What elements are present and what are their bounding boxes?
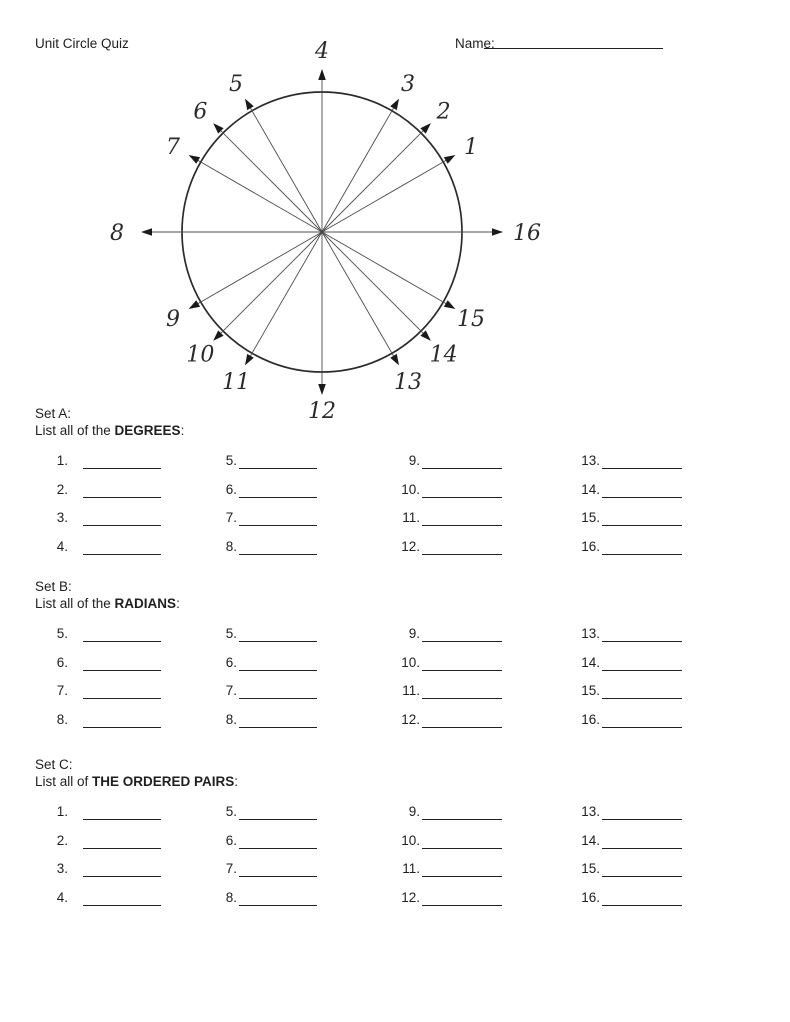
answer-number: 1. xyxy=(56,804,68,819)
answer-number: 13. xyxy=(581,453,600,468)
answer-blank-set-c-14[interactable] xyxy=(602,834,682,849)
answer-number: 10. xyxy=(401,481,420,497)
ray-line-6 xyxy=(218,128,322,232)
answer-number: 16. xyxy=(581,539,600,555)
instruction-suffix: : xyxy=(180,423,185,438)
name-field-label: Name: xyxy=(455,36,495,51)
answer-number: 3. xyxy=(56,510,68,526)
ray-line-10 xyxy=(218,232,322,336)
answer-number: 4. xyxy=(56,890,68,906)
ray-line-11 xyxy=(249,232,323,359)
answer-number: 2. xyxy=(56,481,68,497)
instruction-suffix: : xyxy=(234,774,239,789)
section-set-c xyxy=(0,757,790,927)
arrowhead-icon-13 xyxy=(390,354,399,366)
answer-blank-set-a-2[interactable] xyxy=(83,483,161,498)
page-title: Unit Circle Quiz xyxy=(35,36,129,51)
answer-blank-set-b-15[interactable] xyxy=(602,684,682,699)
answer-blank-set-b-5[interactable] xyxy=(239,627,317,642)
answer-blank-set-c-15[interactable] xyxy=(602,862,682,877)
ray-line-2 xyxy=(322,128,426,232)
arrowhead-icon-16 xyxy=(492,228,503,236)
answer-blank-set-a-11[interactable] xyxy=(422,511,502,526)
answer-number: 9. xyxy=(408,453,420,468)
answer-blank-set-b-16[interactable] xyxy=(602,713,682,728)
arrowhead-icon-12 xyxy=(318,384,326,395)
ray-line-14 xyxy=(322,232,426,336)
ray-label-1: 1 xyxy=(464,134,478,160)
answer-blank-set-c-8[interactable] xyxy=(239,891,317,906)
answer-blank-set-a-10[interactable] xyxy=(422,483,502,498)
answer-number: 5. xyxy=(225,453,237,468)
unit-circle-diagram xyxy=(0,0,790,435)
instruction-keyword: THE ORDERED PAIRS xyxy=(92,774,235,789)
arrowhead-icon-11 xyxy=(245,354,254,366)
ray-label-12: 12 xyxy=(308,398,336,424)
answer-number: 11. xyxy=(402,510,420,526)
instruction-prefix: List all of xyxy=(35,774,93,789)
answer-blank-set-b-5[interactable] xyxy=(83,627,161,642)
answer-number: 15. xyxy=(581,861,600,877)
answer-number: 10. xyxy=(401,832,420,848)
answer-blank-set-c-10[interactable] xyxy=(422,834,502,849)
ray-label-14: 14 xyxy=(429,342,458,368)
answer-number: 9. xyxy=(408,626,420,641)
ray-label-4: 4 xyxy=(315,38,329,64)
section-name: Set A: xyxy=(35,406,72,421)
answer-number: 16. xyxy=(581,712,600,728)
arrowhead-icon-1 xyxy=(444,155,456,164)
answer-number: 12. xyxy=(401,890,420,906)
answer-number: 14. xyxy=(581,654,600,670)
answer-blank-set-a-12[interactable] xyxy=(422,540,502,555)
answer-number: 3. xyxy=(56,861,68,877)
ray-line-3 xyxy=(322,105,396,232)
answer-blank-set-c-7[interactable] xyxy=(239,862,317,877)
answer-number: 10. xyxy=(401,654,420,670)
answer-blank-set-b-10[interactable] xyxy=(422,656,502,671)
answer-number: 13. xyxy=(581,804,600,819)
ray-label-9: 9 xyxy=(166,306,180,332)
answer-number: 4. xyxy=(56,539,68,555)
answer-number: 8. xyxy=(225,712,237,728)
answer-blank-set-b-9[interactable] xyxy=(422,627,502,642)
answer-number: 11. xyxy=(402,861,420,877)
ray-label-16: 16 xyxy=(513,220,541,246)
answer-number: 8. xyxy=(225,539,237,555)
instruction-keyword: RADIANS xyxy=(114,596,177,611)
answer-number: 15. xyxy=(581,683,600,699)
ray-label-5: 5 xyxy=(229,71,243,97)
answer-blank-set-a-15[interactable] xyxy=(602,511,682,526)
answer-number: 15. xyxy=(581,510,600,526)
answer-blank-set-b-7[interactable] xyxy=(239,684,317,699)
answer-number: 6. xyxy=(225,654,237,670)
answer-number: 6. xyxy=(225,832,237,848)
answer-blank-set-a-5[interactable] xyxy=(239,454,317,469)
answer-blank-set-c-3[interactable] xyxy=(83,862,161,877)
arrowhead-icon-5 xyxy=(245,99,254,111)
answer-number: 14. xyxy=(581,481,600,497)
answer-number: 7. xyxy=(225,510,237,526)
answer-number: 8. xyxy=(56,712,68,728)
section-instruction xyxy=(35,774,238,789)
answer-blank-set-c-12[interactable] xyxy=(422,891,502,906)
answer-blank-set-a-8[interactable] xyxy=(239,540,317,555)
ray-label-15: 15 xyxy=(457,306,485,332)
arrowhead-icon-4 xyxy=(318,69,326,80)
section-name: Set B: xyxy=(35,579,72,594)
answer-blank-set-a-1[interactable] xyxy=(83,454,161,469)
instruction-keyword: DEGREES xyxy=(114,423,181,438)
answer-blank-set-b-13[interactable] xyxy=(602,627,682,642)
ray-line-5 xyxy=(249,105,323,232)
arrowhead-icon-15 xyxy=(444,300,456,309)
answer-blank-set-c-16[interactable] xyxy=(602,891,682,906)
ray-label-13: 13 xyxy=(394,369,422,395)
ray-line-13 xyxy=(322,232,396,359)
ray-line-9 xyxy=(195,232,322,306)
answer-number: 8. xyxy=(225,890,237,906)
answer-blank-set-a-6[interactable] xyxy=(239,483,317,498)
answer-blank-set-c-11[interactable] xyxy=(422,862,502,877)
answer-number: 5. xyxy=(225,804,237,819)
section-set-b xyxy=(0,579,790,749)
ray-line-1 xyxy=(322,159,449,233)
answer-blank-set-c-1[interactable] xyxy=(83,805,161,820)
section-set-a xyxy=(0,406,790,576)
ray-label-8: 8 xyxy=(110,220,124,246)
answer-number: 5. xyxy=(56,626,68,641)
arrowhead-icon-3 xyxy=(390,99,399,111)
answer-blank-set-a-9[interactable] xyxy=(422,454,502,469)
answer-blank-set-c-6[interactable] xyxy=(239,834,317,849)
answer-blank-set-b-11[interactable] xyxy=(422,684,502,699)
answer-number: 2. xyxy=(56,832,68,848)
answer-blank-set-c-2[interactable] xyxy=(83,834,161,849)
answer-number: 13. xyxy=(581,626,600,641)
answer-number: 11. xyxy=(402,683,420,699)
arrowhead-icon-8 xyxy=(141,228,152,236)
ray-line-15 xyxy=(322,232,449,306)
answer-number: 7. xyxy=(56,683,68,699)
answer-blank-set-b-14[interactable] xyxy=(602,656,682,671)
answer-number: 9. xyxy=(408,804,420,819)
answer-number: 1. xyxy=(56,453,68,468)
answer-blank-set-a-3[interactable] xyxy=(83,511,161,526)
answer-blank-set-a-16[interactable] xyxy=(602,540,682,555)
answer-blank-set-b-7[interactable] xyxy=(83,684,161,699)
ray-label-3: 3 xyxy=(401,71,415,97)
section-instruction xyxy=(35,423,184,438)
instruction-prefix: List all of the xyxy=(35,423,115,438)
ray-label-2: 2 xyxy=(436,99,451,125)
answer-blank-set-a-4[interactable] xyxy=(83,540,161,555)
answer-number: 6. xyxy=(225,481,237,497)
ray-label-10: 10 xyxy=(186,342,215,368)
answer-blank-set-c-4[interactable] xyxy=(83,891,161,906)
answer-blank-set-b-6[interactable] xyxy=(239,656,317,671)
ray-label-7: 7 xyxy=(166,134,180,160)
answer-blank-set-b-6[interactable] xyxy=(83,656,161,671)
answer-number: 5. xyxy=(225,626,237,641)
answer-number: 12. xyxy=(401,539,420,555)
instruction-prefix: List all of the xyxy=(35,596,115,611)
answer-blank-set-a-14[interactable] xyxy=(602,483,682,498)
ray-line-7 xyxy=(195,159,322,233)
arrowhead-icon-9 xyxy=(189,300,201,309)
answer-blank-set-b-8[interactable] xyxy=(239,713,317,728)
answer-number: 12. xyxy=(401,712,420,728)
ray-label-11: 11 xyxy=(222,369,250,395)
section-name: Set C: xyxy=(35,757,73,772)
answer-number: 6. xyxy=(56,654,68,670)
ray-label-6: 6 xyxy=(193,99,208,125)
answer-blank-set-c-5[interactable] xyxy=(239,805,317,820)
answer-blank-set-c-13[interactable] xyxy=(602,805,682,820)
answer-blank-set-b-8[interactable] xyxy=(83,713,161,728)
instruction-suffix: : xyxy=(176,596,180,611)
answer-blank-set-b-12[interactable] xyxy=(422,713,502,728)
answer-blank-set-c-9[interactable] xyxy=(422,805,502,820)
answer-number: 7. xyxy=(225,861,237,877)
answer-number: 14. xyxy=(581,832,600,848)
answer-blank-set-a-13[interactable] xyxy=(602,454,682,469)
section-instruction xyxy=(35,596,180,611)
answer-number: 7. xyxy=(225,683,237,699)
answer-number: 16. xyxy=(581,890,600,906)
answer-blank-set-a-7[interactable] xyxy=(239,511,317,526)
arrowhead-icon-7 xyxy=(189,155,201,164)
